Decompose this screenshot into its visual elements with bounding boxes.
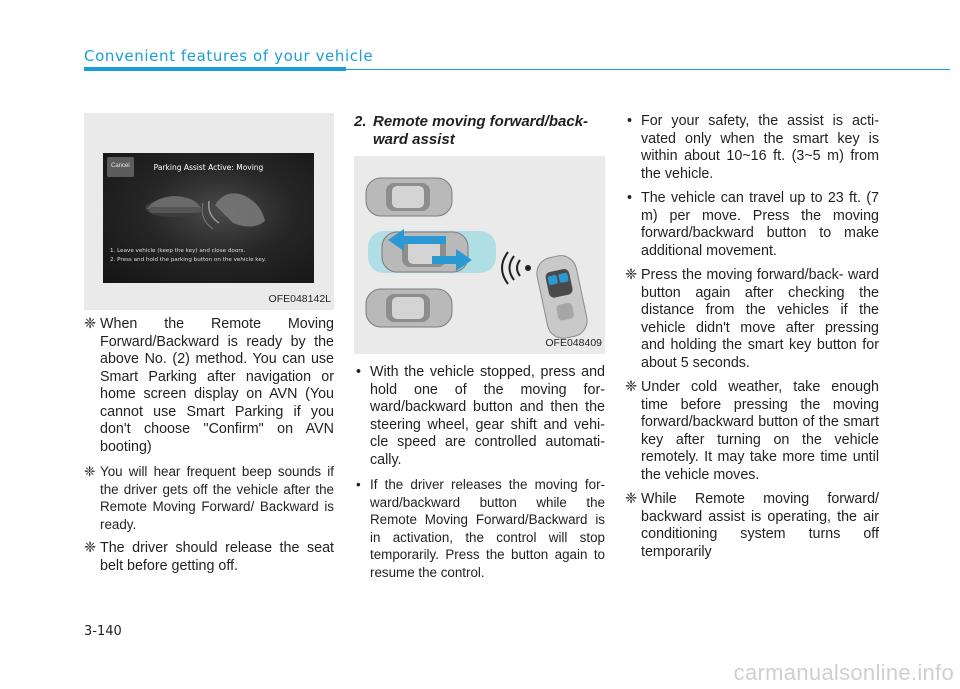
avn-screen-image	[103, 153, 314, 283]
tip-item	[625, 491, 879, 561]
note-mark-icon: ❈	[625, 267, 637, 283]
figure-avn-screen	[84, 113, 334, 310]
smart-key-icon	[534, 253, 590, 342]
note-mark-icon: ❈	[625, 491, 637, 507]
bullet-text: If the driver releases the moving for- ward/backward button while the Remote Moving Forward/Backward is in activation, the control will stop temporarily. Press the button again to resume the control.	[370, 477, 605, 580]
tip-text: You will hear frequent beep sounds if the driver gets off the vehicle after the Remote Moving Forward/ Backward is ready.	[100, 464, 334, 532]
signal-waves-icon	[502, 252, 531, 284]
bullet-item	[625, 190, 879, 260]
screen-instruction-2: 2. Press and hold the parking button on the vehicle key.	[110, 257, 267, 263]
note-mark-icon: ❈	[625, 379, 637, 395]
note-mark-icon: ❈	[84, 540, 96, 556]
section-heading-text: Remote moving forward/back- ward assist	[373, 113, 589, 148]
tip-text: Under cold weather, take enough time before pressing the moving forward/backward button of the smart key after turning on the vehicle remotely. It may take more time until the vehicle moves.	[641, 379, 879, 483]
tip-item	[84, 540, 334, 575]
header-title: Convenient features of your vehicle	[84, 47, 374, 65]
header-rule-accent	[84, 67, 346, 71]
screen-title: Parking Assist Active: Moving	[153, 163, 264, 172]
figure-code: OFE048142L	[268, 292, 331, 305]
bullet-item	[354, 476, 605, 581]
tip-text: While Remote moving forward/ backward assist is operating, the air conditioning system turns off temporarily	[641, 491, 879, 560]
bullet-item	[625, 113, 879, 183]
parked-car-bottom	[366, 289, 452, 327]
bullet-mark: •	[627, 190, 633, 206]
bullet-item	[354, 364, 605, 469]
bullet-mark: •	[356, 364, 362, 380]
bullet-text: For your safety, the assist is acti- vated only when the smart key is within about 10~16 ft. (3~5 m) from the vehicle.	[641, 113, 879, 182]
note-mark-icon: ❈	[84, 464, 96, 479]
tip-text: Press the moving forward/back- ward button again after checking the distance from the vehicles if the vehicle didn't move after pressing and holding the smart key button for about 5 seconds.	[641, 267, 879, 371]
tip-item	[84, 463, 334, 533]
watermark: carmanualsonline.info	[733, 660, 954, 685]
screen-cancel-button: Cancel	[107, 157, 134, 177]
column-1	[84, 113, 334, 582]
bullet-text: With the vehicle stopped, press and hold one of the moving for- ward/backward button and then the steering wheel, gear shift and vehi- cle speed are controlled automati- cally.	[370, 364, 605, 468]
header-rule	[346, 69, 950, 70]
tip-item	[84, 316, 334, 456]
tip-item	[625, 379, 879, 484]
bullet-mark: •	[627, 113, 633, 129]
tip-text: When the Remote Moving Forward/Backward is ready by the above No. (2) method. You can use Smart Parking after navigation or home screen display on AVN (You cannot use Smart Parking if you don't choose "Confirm" on AVN booting)	[100, 316, 334, 455]
column-3	[625, 113, 879, 568]
bullet-text: The vehicle can travel up to 23 ft. (7 m) per move. Press the moving forward/backward button to make additional movement.	[641, 190, 879, 259]
screen-instruction-1: 1. Leave vehicle (keep the key) and close doors.	[110, 248, 246, 254]
remote-moving-illustration	[354, 156, 605, 354]
figure-code: OFE048409	[545, 336, 602, 349]
parked-car-top	[366, 178, 452, 216]
column-2	[354, 113, 605, 588]
note-mark-icon: ❈	[84, 316, 96, 332]
tip-text: The driver should release the seat belt before getting off.	[100, 540, 334, 574]
section-number: 2.	[354, 113, 367, 130]
tip-item	[625, 267, 879, 372]
bullet-mark: •	[356, 477, 361, 492]
figure-remote-moving	[354, 156, 605, 354]
page-number: 3-140	[84, 624, 122, 639]
section-heading	[354, 113, 605, 149]
